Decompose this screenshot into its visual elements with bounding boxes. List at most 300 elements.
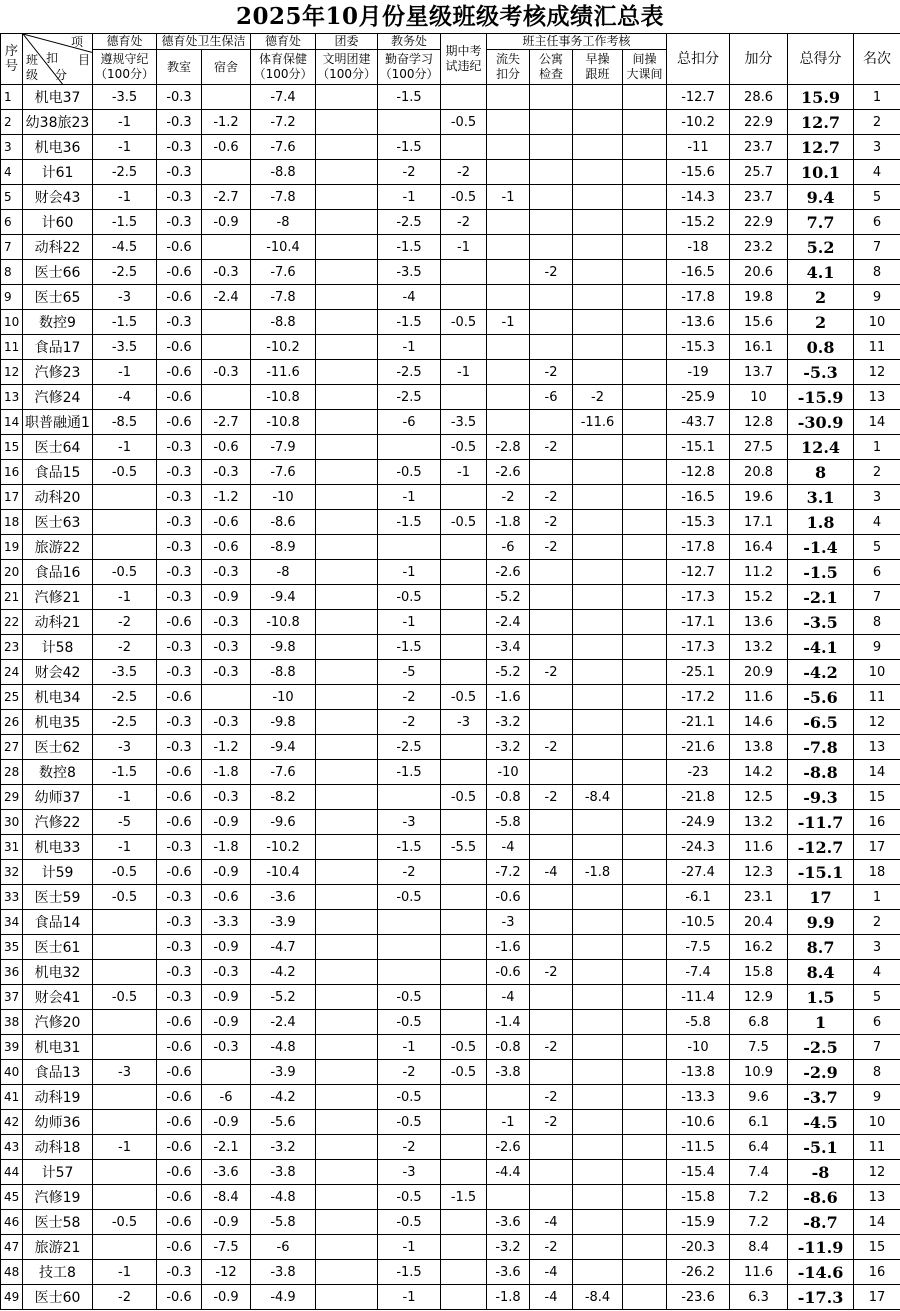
cell-sports: -3.9 [251, 1060, 316, 1085]
cell-sports: -3.6 [251, 885, 316, 910]
cell-score: -30.9 [788, 410, 854, 435]
cell-dorm-check [530, 135, 573, 160]
cell-dorm-check [530, 685, 573, 710]
cell-civil [316, 1035, 378, 1060]
cell-study: -3.5 [378, 260, 441, 285]
cell-seq: 47 [1, 1235, 23, 1260]
cell-sports: -8.8 [251, 660, 316, 685]
cell-dorm-check [530, 585, 573, 610]
cell-sports: -5.6 [251, 1110, 316, 1135]
cell-break-ex [623, 985, 667, 1010]
cell-absent: -0.6 [487, 960, 530, 985]
cell-absent [487, 360, 530, 385]
cell-break-ex [623, 1135, 667, 1160]
cell-class: 计59 [23, 860, 93, 885]
cell-rank: 7 [854, 585, 900, 610]
cell-seq: 20 [1, 560, 23, 585]
cell-civil [316, 1085, 378, 1110]
cell-rank: 2 [854, 910, 900, 935]
cell-dorm-check: -4 [530, 1260, 573, 1285]
cell-classroom: -0.3 [157, 710, 202, 735]
cell-midterm [441, 1285, 487, 1310]
table-row [1, 660, 900, 685]
cell-study: -2.5 [378, 360, 441, 385]
cell-seq: 35 [1, 935, 23, 960]
cell-study: -0.5 [378, 885, 441, 910]
cell-total-deduct: -12.7 [667, 560, 730, 585]
cell-score: 2 [788, 285, 854, 310]
cell-break-ex [623, 360, 667, 385]
cell-civil [316, 410, 378, 435]
cell-dorm: -0.9 [202, 1210, 251, 1235]
table-row [1, 935, 900, 960]
cell-score: -8.7 [788, 1210, 854, 1235]
cell-classroom: -0.6 [157, 1110, 202, 1135]
cell-absent: -1 [487, 310, 530, 335]
cell-seq: 27 [1, 735, 23, 760]
cell-rank: 13 [854, 1185, 900, 1210]
cell-class: 汽修19 [23, 1185, 93, 1210]
cell-study: -2 [378, 860, 441, 885]
cell-seq: 23 [1, 635, 23, 660]
cell-midterm: -1 [441, 235, 487, 260]
cell-classroom: -0.3 [157, 835, 202, 860]
cell-seq: 37 [1, 985, 23, 1010]
cell-study: -1.5 [378, 635, 441, 660]
cell-dorm: -0.3 [202, 460, 251, 485]
cell-classroom: -0.6 [157, 285, 202, 310]
cell-rank: 13 [854, 385, 900, 410]
score-header: 总得分 [788, 34, 854, 85]
cell-sports: -7.6 [251, 135, 316, 160]
cell-civil [316, 285, 378, 310]
cell-sports: -5.8 [251, 1210, 316, 1235]
cell-classroom: -0.6 [157, 1035, 202, 1060]
cell-total-deduct: -15.4 [667, 1160, 730, 1185]
cell-morning [573, 285, 623, 310]
cell-bonus: 23.1 [730, 885, 788, 910]
cell-rank: 12 [854, 710, 900, 735]
table-row [1, 1035, 900, 1060]
cell-morning [573, 460, 623, 485]
cell-discipline [93, 1160, 157, 1185]
cell-morning [573, 985, 623, 1010]
cell-civil [316, 210, 378, 235]
cell-midterm [441, 585, 487, 610]
cell-score: -5.3 [788, 360, 854, 385]
cell-break-ex [623, 685, 667, 710]
cell-classroom: -0.6 [157, 810, 202, 835]
table-row [1, 535, 900, 560]
cell-midterm: -3.5 [441, 410, 487, 435]
cell-seq: 14 [1, 410, 23, 435]
cell-bonus: 13.8 [730, 735, 788, 760]
cell-dorm [202, 160, 251, 185]
cell-total-deduct: -14.3 [667, 185, 730, 210]
cell-discipline: -1.5 [93, 210, 157, 235]
cell-dorm-check: -4 [530, 860, 573, 885]
cell-score: 15.9 [788, 85, 854, 110]
cell-classroom: -0.3 [157, 635, 202, 660]
cell-dorm-check: -2 [530, 260, 573, 285]
cell-morning [573, 935, 623, 960]
cell-sports: -3.9 [251, 910, 316, 935]
cell-study: -2 [378, 710, 441, 735]
cell-dorm-check: -2 [530, 1035, 573, 1060]
cell-civil [316, 310, 378, 335]
cell-score: 2 [788, 310, 854, 335]
cell-midterm [441, 735, 487, 760]
cell-bonus: 7.4 [730, 1160, 788, 1185]
cell-midterm: -1 [441, 460, 487, 485]
cell-dorm: -2.7 [202, 410, 251, 435]
cell-rank: 14 [854, 760, 900, 785]
cell-study: -2 [378, 1060, 441, 1085]
cell-class: 机电32 [23, 960, 93, 985]
cell-bonus: 22.9 [730, 210, 788, 235]
cell-absent: -1.6 [487, 685, 530, 710]
cell-rank: 1 [854, 885, 900, 910]
cell-total-deduct: -17.3 [667, 635, 730, 660]
cell-rank: 1 [854, 435, 900, 460]
table-row [1, 560, 900, 585]
cell-score: -15.1 [788, 860, 854, 885]
cell-discipline: -2.5 [93, 685, 157, 710]
cell-classroom: -0.6 [157, 760, 202, 785]
table-body [1, 85, 900, 1310]
cell-study: -1.5 [378, 1260, 441, 1285]
cell-absent: -2.6 [487, 1135, 530, 1160]
cell-study: -2 [378, 160, 441, 185]
cell-score: -11.7 [788, 810, 854, 835]
cell-class: 动科21 [23, 610, 93, 635]
cell-midterm [441, 1235, 487, 1260]
cell-study: -1 [378, 1235, 441, 1260]
cell-score: -2.5 [788, 1035, 854, 1060]
cell-class: 机电37 [23, 85, 93, 110]
cell-class: 汽修20 [23, 1010, 93, 1035]
cell-sports: -7.9 [251, 435, 316, 460]
cell-absent: -2.8 [487, 435, 530, 460]
cell-seq: 33 [1, 885, 23, 910]
cell-absent [487, 85, 530, 110]
cell-dorm: -6 [202, 1085, 251, 1110]
cell-discipline: -5 [93, 810, 157, 835]
table-row [1, 260, 900, 285]
cell-rank: 6 [854, 210, 900, 235]
cell-absent: -7.2 [487, 860, 530, 885]
cell-total-deduct: -7.4 [667, 960, 730, 985]
cell-total-deduct: -21.8 [667, 785, 730, 810]
cell-study: -5 [378, 660, 441, 685]
cell-midterm [441, 960, 487, 985]
cell-class: 动科22 [23, 235, 93, 260]
cell-midterm: -0.5 [441, 185, 487, 210]
cell-break-ex [623, 485, 667, 510]
cell-break-ex [623, 560, 667, 585]
cell-midterm [441, 1085, 487, 1110]
cell-midterm [441, 85, 487, 110]
cell-study: -6 [378, 410, 441, 435]
cell-morning [573, 660, 623, 685]
cell-class: 机电35 [23, 710, 93, 735]
cell-seq: 7 [1, 235, 23, 260]
cell-rank: 6 [854, 560, 900, 585]
cell-class: 汽修24 [23, 385, 93, 410]
cell-rank: 8 [854, 1060, 900, 1085]
cell-discipline: -0.5 [93, 1210, 157, 1235]
cell-score: -17.3 [788, 1285, 854, 1310]
cell-seq: 44 [1, 1160, 23, 1185]
cell-study: -3 [378, 810, 441, 835]
cell-break-ex [623, 1085, 667, 1110]
cell-midterm [441, 260, 487, 285]
cell-bonus: 25.7 [730, 160, 788, 185]
cell-dorm: -1.8 [202, 760, 251, 785]
cell-absent [487, 335, 530, 360]
cell-seq: 21 [1, 585, 23, 610]
cell-class: 食品15 [23, 460, 93, 485]
cell-total-deduct: -17.8 [667, 535, 730, 560]
cell-morning [573, 560, 623, 585]
cell-classroom: -0.6 [157, 1085, 202, 1110]
cell-score: -4.5 [788, 1110, 854, 1135]
cell-civil [316, 835, 378, 860]
cell-rank: 4 [854, 160, 900, 185]
cell-dorm [202, 685, 251, 710]
cell-sports: -8.2 [251, 785, 316, 810]
cell-class: 医士65 [23, 285, 93, 310]
cell-study: -1 [378, 610, 441, 635]
cell-break-ex [623, 610, 667, 635]
cell-break-ex [623, 435, 667, 460]
cell-dorm-check: -2 [530, 435, 573, 460]
cell-rank: 2 [854, 110, 900, 135]
cell-rank: 7 [854, 1035, 900, 1060]
cell-midterm: -0.5 [441, 685, 487, 710]
cell-score: 8 [788, 460, 854, 485]
cell-morning: -1.8 [573, 860, 623, 885]
cell-class: 财会42 [23, 660, 93, 685]
cell-seq: 16 [1, 460, 23, 485]
cell-bonus: 11.6 [730, 835, 788, 860]
cell-civil [316, 660, 378, 685]
table-row [1, 160, 900, 185]
cell-sports: -10 [251, 685, 316, 710]
table-row [1, 485, 900, 510]
cell-discipline [93, 1110, 157, 1135]
cell-study: -4 [378, 285, 441, 310]
cell-sports: -7.2 [251, 110, 316, 135]
cell-dorm-check: -2 [530, 1110, 573, 1135]
cell-sports: -7.8 [251, 185, 316, 210]
cell-discipline: -1 [93, 585, 157, 610]
cell-study: -1.5 [378, 135, 441, 160]
cell-class: 食品16 [23, 560, 93, 585]
group-deyu-1: 德育处 [93, 34, 157, 50]
cell-bonus: 20.4 [730, 910, 788, 935]
cell-study: -1 [378, 560, 441, 585]
cell-midterm [441, 1135, 487, 1160]
cell-morning [573, 1185, 623, 1210]
cell-absent: -0.6 [487, 885, 530, 910]
cell-bonus: 6.1 [730, 1110, 788, 1135]
cell-classroom: -0.6 [157, 1060, 202, 1085]
cell-absent: -4 [487, 835, 530, 860]
dorm-check-header: 公寓 检查 [530, 50, 573, 85]
cell-midterm [441, 810, 487, 835]
cell-seq: 22 [1, 610, 23, 635]
cell-sports: -7.6 [251, 760, 316, 785]
cell-break-ex [623, 335, 667, 360]
cell-total-deduct: -15.8 [667, 1185, 730, 1210]
cell-civil [316, 860, 378, 885]
cell-civil [316, 935, 378, 960]
cell-total-deduct: -16.5 [667, 260, 730, 285]
cell-bonus: 20.6 [730, 260, 788, 285]
cell-study: -2.5 [378, 210, 441, 235]
cell-seq: 29 [1, 785, 23, 810]
cell-classroom: -0.3 [157, 485, 202, 510]
cell-midterm [441, 560, 487, 585]
cell-civil [316, 1010, 378, 1035]
cell-dorm: -0.3 [202, 785, 251, 810]
cell-bonus: 23.7 [730, 185, 788, 210]
cell-break-ex [623, 1285, 667, 1310]
cell-bonus: 6.8 [730, 1010, 788, 1035]
cell-civil [316, 785, 378, 810]
cell-dorm: -1.2 [202, 110, 251, 135]
cell-morning [573, 760, 623, 785]
cell-break-ex [623, 885, 667, 910]
cell-study: -1.5 [378, 510, 441, 535]
cell-discipline [93, 1085, 157, 1110]
cell-dorm-check [530, 560, 573, 585]
cell-seq: 41 [1, 1085, 23, 1110]
cell-discipline: -3.5 [93, 85, 157, 110]
cell-discipline: -1 [93, 435, 157, 460]
cell-seq: 17 [1, 485, 23, 510]
cell-dorm: -0.3 [202, 1035, 251, 1060]
cell-sports: -9.4 [251, 585, 316, 610]
cell-sports: -4.2 [251, 960, 316, 985]
cell-midterm [441, 485, 487, 510]
cell-midterm [441, 1110, 487, 1135]
cell-morning [573, 1110, 623, 1135]
cell-seq: 1 [1, 85, 23, 110]
cell-class: 医士63 [23, 510, 93, 535]
cell-rank: 17 [854, 1285, 900, 1310]
cell-civil [316, 335, 378, 360]
cell-class: 汽修22 [23, 810, 93, 835]
cell-study: -0.5 [378, 1085, 441, 1110]
cell-civil [316, 185, 378, 210]
cell-discipline [93, 960, 157, 985]
group-midterm: 期中考试违纪 [441, 34, 487, 85]
cell-discipline [93, 1235, 157, 1260]
cell-dorm: -12 [202, 1260, 251, 1285]
discipline-header: 遵规守纪 （100分） [93, 50, 157, 85]
cell-discipline: -1 [93, 360, 157, 385]
cell-score: 12.7 [788, 135, 854, 160]
cell-dorm-check [530, 335, 573, 360]
cell-dorm-check: -2 [530, 960, 573, 985]
cell-break-ex [623, 235, 667, 260]
cell-study: -2 [378, 685, 441, 710]
cell-dorm-check [530, 185, 573, 210]
cell-study [378, 960, 441, 985]
cell-morning [573, 360, 623, 385]
cell-break-ex [623, 960, 667, 985]
cell-discipline: -0.5 [93, 860, 157, 885]
cell-seq: 31 [1, 835, 23, 860]
cell-dorm: -0.6 [202, 135, 251, 160]
cell-total-deduct: -19 [667, 360, 730, 385]
cell-discipline: -4 [93, 385, 157, 410]
cell-absent [487, 1185, 530, 1210]
cell-morning [573, 1210, 623, 1235]
cell-class: 医士60 [23, 1285, 93, 1310]
cell-sports: -8.6 [251, 510, 316, 535]
cell-bonus: 7.5 [730, 1035, 788, 1060]
cell-score: -2.1 [788, 585, 854, 610]
cell-bonus: 7.2 [730, 1185, 788, 1210]
cell-absent: -5.8 [487, 810, 530, 835]
cell-bonus: 20.9 [730, 660, 788, 685]
cell-morning: -8.4 [573, 785, 623, 810]
cell-score: -8.8 [788, 760, 854, 785]
cell-rank: 11 [854, 685, 900, 710]
cell-class: 食品14 [23, 910, 93, 935]
cell-total-deduct: -12.8 [667, 460, 730, 485]
cell-break-ex [623, 1035, 667, 1060]
cell-civil [316, 810, 378, 835]
group-health: 德育处卫生保洁 [157, 34, 251, 50]
cell-discipline: -2 [93, 635, 157, 660]
cell-total-deduct: -10.5 [667, 910, 730, 935]
cell-seq: 25 [1, 685, 23, 710]
cell-rank: 9 [854, 285, 900, 310]
cell-absent: -1.6 [487, 935, 530, 960]
cell-sports: -8.8 [251, 160, 316, 185]
cell-dorm-check: -2 [530, 735, 573, 760]
cell-rank: 9 [854, 635, 900, 660]
cell-rank: 12 [854, 1160, 900, 1185]
cell-sports: -9.6 [251, 810, 316, 835]
cell-seq: 12 [1, 360, 23, 385]
cell-dorm-check [530, 885, 573, 910]
cell-sports: -11.6 [251, 360, 316, 385]
cell-total-deduct: -10 [667, 1035, 730, 1060]
cell-morning [573, 1260, 623, 1285]
cell-morning [573, 685, 623, 710]
cell-class: 计57 [23, 1160, 93, 1185]
cell-study: -2.5 [378, 385, 441, 410]
cell-seq: 30 [1, 810, 23, 835]
cell-class: 旅游22 [23, 535, 93, 560]
cell-dorm-check [530, 110, 573, 135]
cell-discipline: -1 [93, 835, 157, 860]
cell-midterm [441, 610, 487, 635]
cell-classroom: -0.6 [157, 1160, 202, 1185]
cell-total-deduct: -13.8 [667, 1060, 730, 1085]
table-row [1, 1110, 900, 1135]
cell-midterm: -3 [441, 710, 487, 735]
cell-total-deduct: -5.8 [667, 1010, 730, 1035]
cell-morning [573, 510, 623, 535]
cell-dorm-check: -2 [530, 360, 573, 385]
cell-classroom: -0.6 [157, 235, 202, 260]
